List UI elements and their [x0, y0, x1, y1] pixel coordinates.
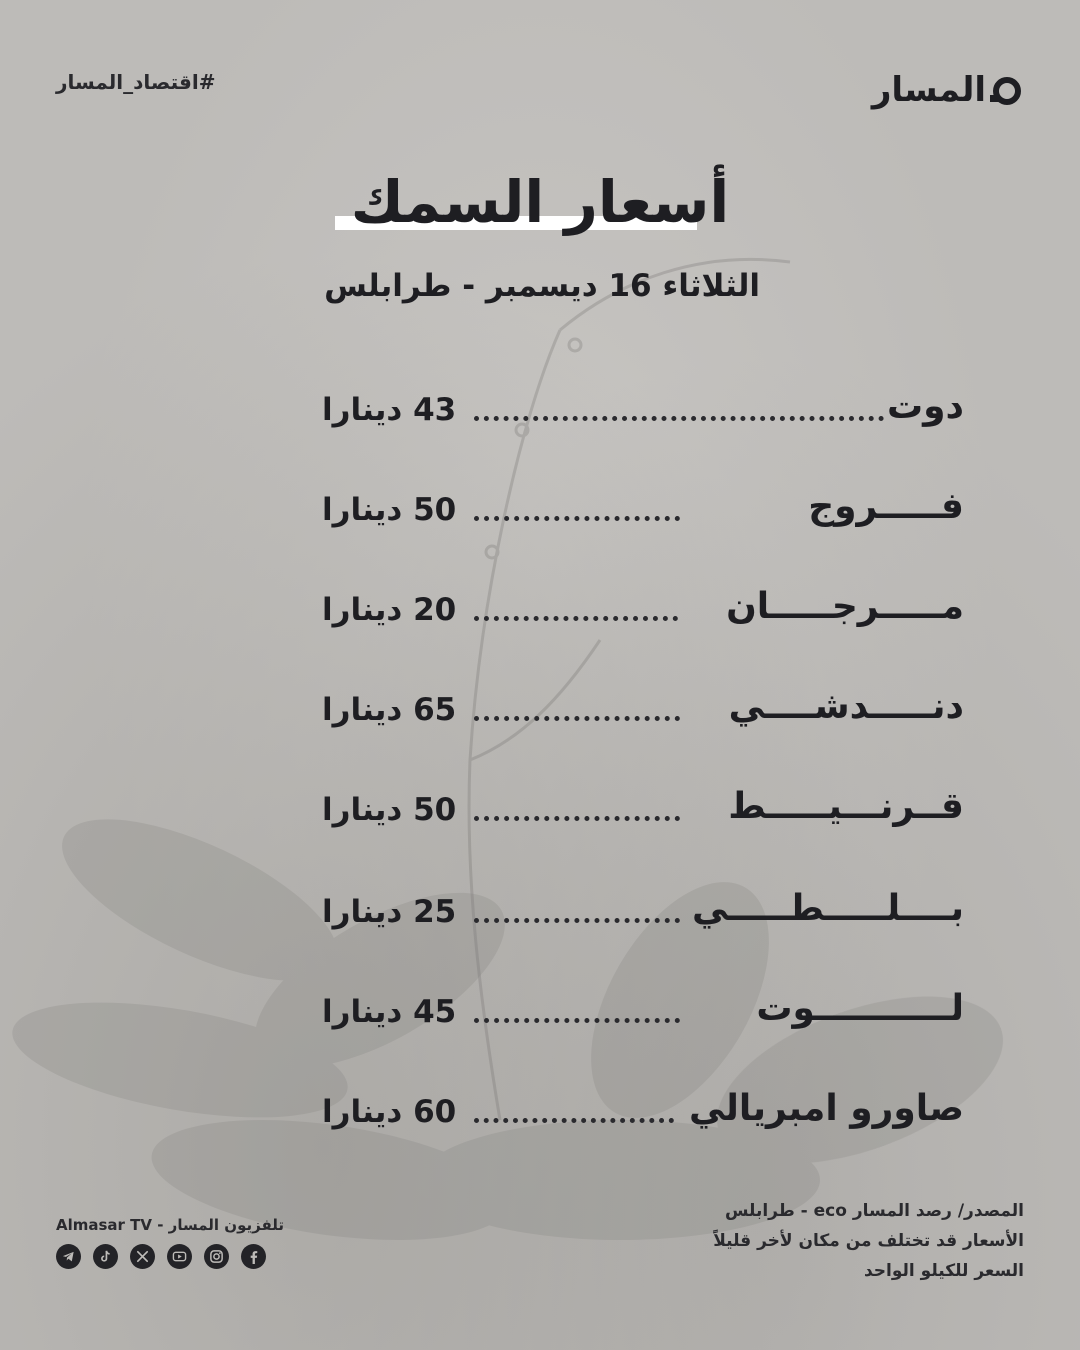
fish-price: 60 دينارا — [322, 1094, 457, 1130]
brand-logo — [872, 70, 1024, 110]
list-item — [0, 470, 1080, 560]
fish-price: 25 دينارا — [322, 894, 457, 930]
facebook-icon[interactable] — [241, 1244, 266, 1269]
list-item — [0, 370, 1080, 460]
list-item — [0, 872, 1080, 962]
dotted-leader — [474, 516, 680, 521]
fish-price: 50 دينارا — [322, 792, 457, 828]
fish-name: دنـــــدشــــي — [728, 686, 964, 727]
unit-note: السعر للكيلو الواحد — [863, 1261, 1024, 1281]
instagram-icon[interactable] — [204, 1244, 229, 1269]
dotted-leader — [474, 616, 678, 621]
social-links — [56, 1244, 284, 1269]
youtube-icon[interactable] — [167, 1244, 192, 1269]
page-title — [343, 168, 738, 236]
fish-price: 45 دينارا — [322, 994, 457, 1030]
fish-name: لـــــــــــوت — [756, 988, 964, 1029]
fish-price: 65 دينارا — [322, 692, 457, 728]
almasar-logo-icon — [990, 75, 1024, 105]
dotted-leader — [474, 416, 884, 421]
dotted-leader — [474, 1118, 674, 1123]
title-block — [0, 168, 1080, 236]
fish-name: قــرنـــيـــــط — [728, 786, 964, 827]
list-item — [0, 972, 1080, 1062]
source-note: المصدر/ رصد المسار eco - طرابلس — [724, 1201, 1024, 1221]
fish-price: 20 دينارا — [322, 592, 457, 628]
logo-text: المسار — [871, 70, 986, 110]
fish-name: دوت — [886, 386, 964, 427]
page-title-text: أسعار السمك — [350, 168, 730, 236]
fish-name: صاورو امبريالي — [688, 1088, 964, 1129]
footer-notes — [713, 1196, 1024, 1286]
tiktok-icon[interactable] — [93, 1244, 118, 1269]
x-icon[interactable] — [130, 1244, 155, 1269]
price-variation-note: الأسعار قد تختلف من مكان لأخر قليلاً — [713, 1231, 1024, 1251]
dotted-leader — [474, 1018, 680, 1023]
fish-price: 43 دينارا — [322, 392, 457, 428]
dotted-leader — [474, 918, 680, 923]
list-item — [0, 1072, 1080, 1162]
telegram-icon[interactable] — [56, 1244, 81, 1269]
fish-name: بــــلـــــطـــــي — [692, 888, 964, 929]
tv-channel-label: تلفزيون المسار - Almasar TV — [56, 1216, 284, 1234]
fish-name: فـــــروج — [808, 486, 964, 527]
list-item — [0, 670, 1080, 760]
list-item — [0, 770, 1080, 860]
dotted-leader — [474, 816, 680, 821]
footer-social — [56, 1216, 284, 1269]
hashtag: #اقتصاد_المسار — [56, 70, 216, 94]
page-subtitle: الثلاثاء 16 ديسمبر - طرابلس — [324, 268, 760, 304]
list-item — [0, 570, 1080, 660]
dotted-leader — [474, 716, 680, 721]
fish-name: مـــــرجـــــان — [726, 586, 964, 627]
fish-price: 50 دينارا — [322, 492, 457, 528]
